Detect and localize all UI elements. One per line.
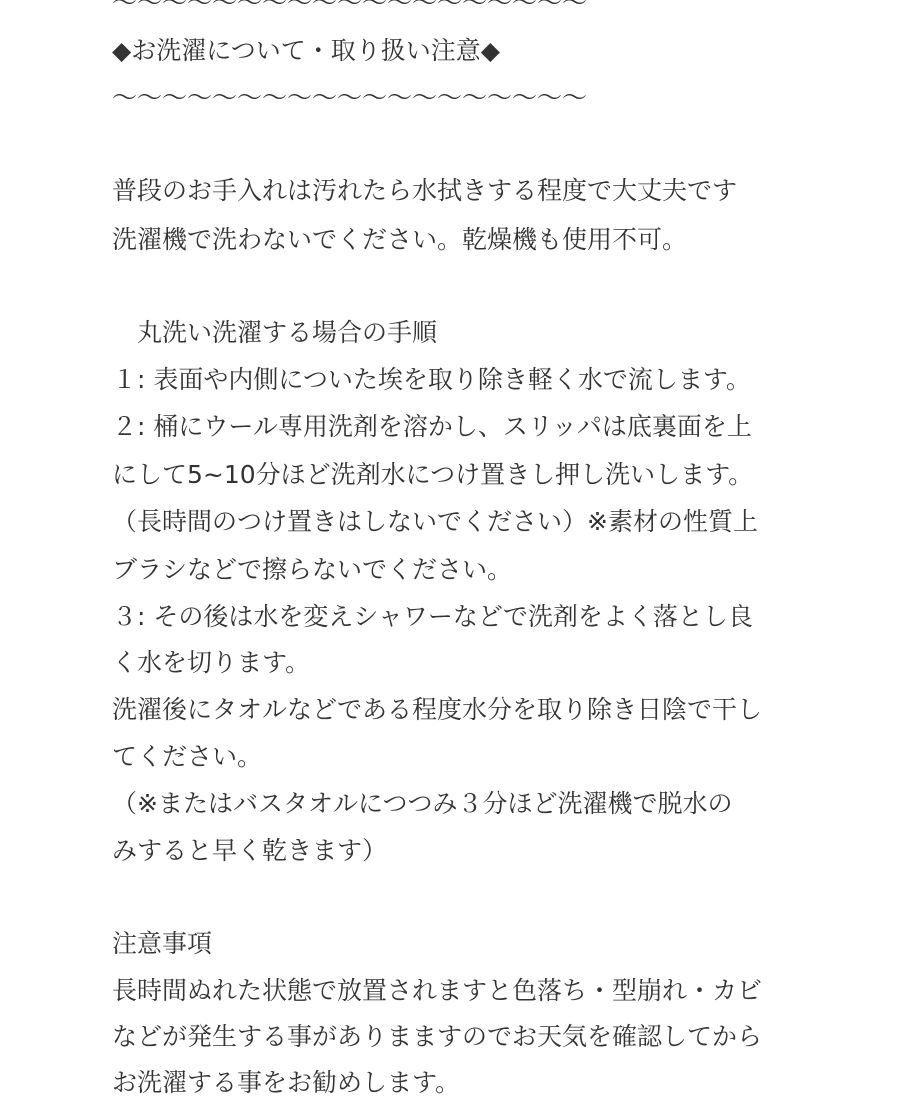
text-line: にして5~10分ほど洗剤水につけ置きし押し洗いします。 [112,460,754,489]
text-line: （長時間のつけ置きはしないでください）※素材の性質上 [112,507,758,536]
text-line: ブラシなどで擦らないでください。 [112,555,513,584]
text-line: く水を切ります。 [112,648,311,677]
section-title: ◆お洗濯について・取り扱い注意◆ [112,36,500,65]
text-line: などが発生する事がありまますのでお天気を確認してから [112,1022,763,1051]
text-line: 長時間ぬれた状態で放置されますと色落ち・型崩れ・カビ [112,976,763,1005]
wave-divider-bottom: 〜〜〜〜〜〜〜〜〜〜〜〜〜〜〜〜〜〜〜 [112,83,588,112]
text-line: お洗濯する事をお勧めします。 [112,1068,461,1097]
step-3: ３: その後は水を変えシャワーなどで洗剤をよく落とし良 [112,602,753,631]
notes-heading: 注意事項 [112,929,213,958]
text-line: （※またはバスタオルにつつみ３分ほど洗濯機で脱水の [112,789,733,818]
text-line: 洗濯機で洗わないでください。乾燥機も使用不可。 [112,225,688,254]
text-line: 洗濯後にタオルなどである程度水分を取り除き日陰で干し [112,695,763,724]
text-line: てください。 [112,742,263,771]
procedure-heading: 丸洗い洗濯する場合の手順 [112,318,438,347]
wave-divider-top: 〜〜〜〜〜〜〜〜〜〜〜〜〜〜〜〜〜〜〜 [112,0,588,17]
step-1: １: 表面や内側についた埃を取り除き軽く水で流します。 [112,365,751,394]
text-line: 普段のお手入れは汚れたら水拭きする程度で大丈夫です [112,176,738,205]
text-line: みすると早く乾きます） [112,836,388,865]
step-2: ２: 桶にウール専用洗剤を溶かし、スリッパは底裏面を上 [112,412,752,441]
